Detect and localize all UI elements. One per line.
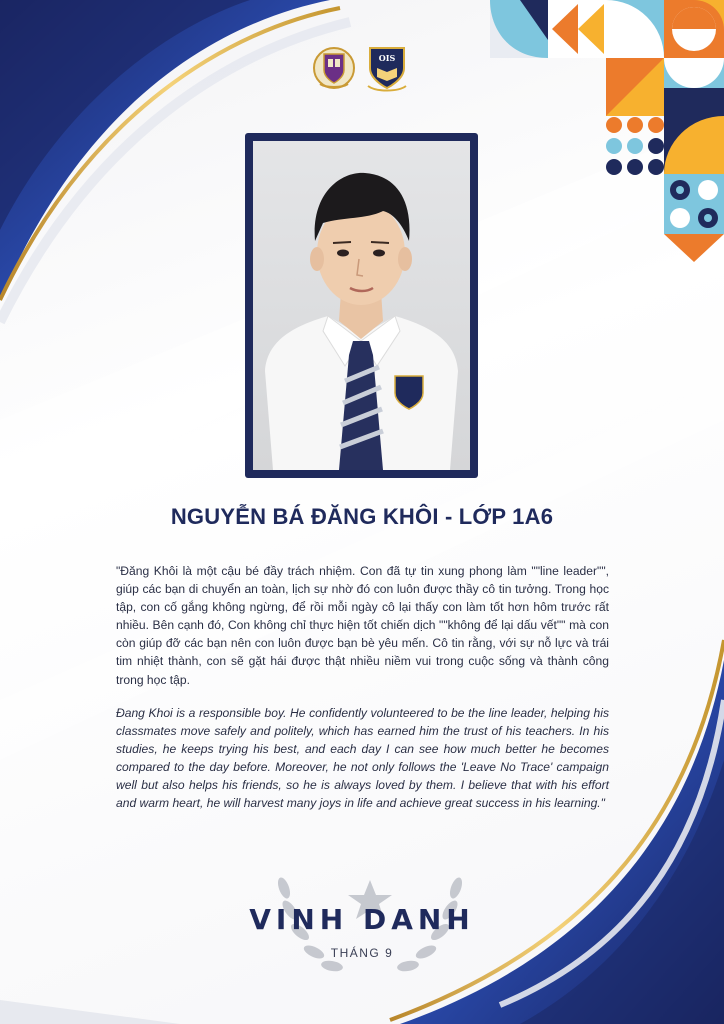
svg-text:OIS: OIS (378, 53, 396, 63)
photo-frame (245, 133, 478, 478)
commendation-english: Đang Khoi is a responsible boy. He confidently volunteered to be the line leader, helping his classmates move safely and politely, which has earned him the trust of his teachers. In his studies, he keeps trying his best, and each day I can see how much better he becomes compared to the day before. Moreover, he not only follows the 'Leave No Trace' campaign well but also helps his friends, so he is always loved by them. I believe that with his effort and warm heart, he will harvest many joys in life and achieve great success in his learning." (116, 706, 609, 811)
student-portrait-photo (253, 141, 470, 470)
award-month: THÁNG 9 (330, 946, 394, 960)
student-portrait (253, 141, 470, 470)
commendation-vietnamese: "Đăng Khôi là một cậu bé đầy trách nhiệm. Con đã tự tin xung phong làm ""line leader"", giúp các bạn di chuyển an toàn, lịch sự nhờ đó con luôn được thầy cô tin tưởng. Trong học tập, con cố gắng không ngừng, để rồi mỗi ngày cô lại thấy con làm tốt hơn hôm trước rất nhiều. Bên cạnh đó, Con không chỉ thực hiện tốt chiến dịch ""không để lại dấu vết"" mà con còn giúp đỡ các bạn nên con luôn được bạn bè yêu mến. Cô tin rằng, với sự nỗ lực và trái tim nhiệt thành, con sẽ gặt hái được thật nhiều niềm vui trong cuộc sống và thành công trong học tập. (116, 564, 609, 687)
crest-shield-icon (314, 48, 354, 88)
school-logos (312, 42, 412, 94)
ois-shield-icon (368, 48, 406, 91)
student-name-heading: NGUYỄN BÁ ĐĂNG KHÔI - LỚP 1A6 (170, 504, 554, 529)
award-title: VINH DANH (249, 903, 475, 936)
